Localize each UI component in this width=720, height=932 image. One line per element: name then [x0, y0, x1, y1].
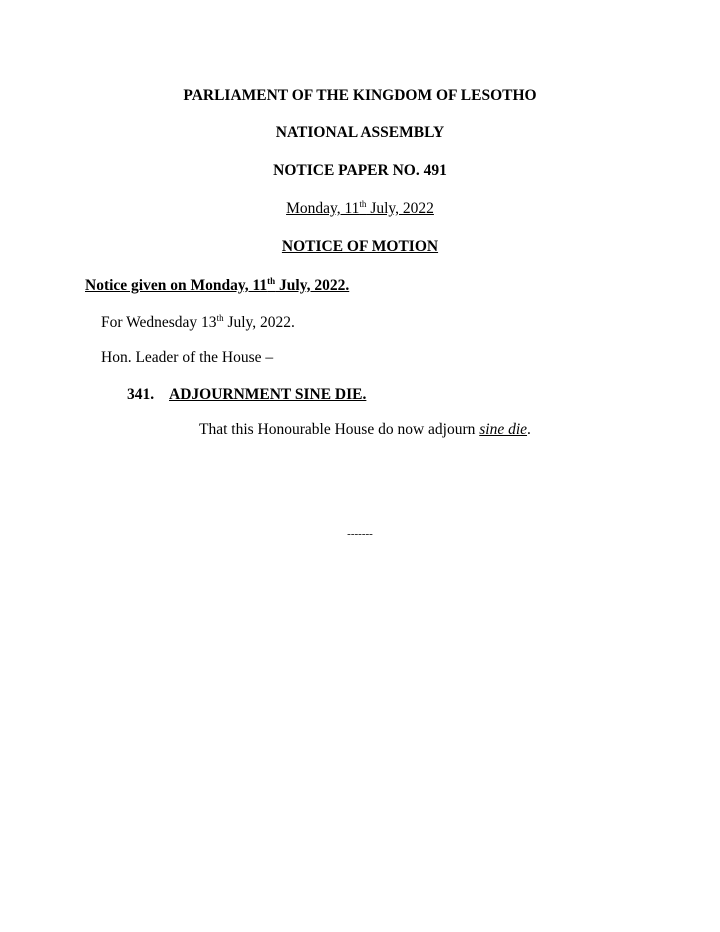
paper-date-prefix: Monday, 11 [286, 200, 360, 217]
motion-text [199, 420, 531, 440]
notice-given-line [85, 276, 349, 296]
section-title-text: NOTICE OF MOTION [281, 238, 439, 255]
for-date-prefix: For Wednesday 13 [101, 314, 217, 331]
notice-given-text [85, 277, 349, 294]
for-date-suffix: July, 2022. [223, 314, 295, 331]
motion-text-emphasis: sine die [479, 421, 528, 438]
motion-text-prefix: That this Honourable House do now adjourn [199, 421, 480, 438]
for-date-sup: th [216, 312, 224, 323]
notice-given-prefix: Notice given on Monday, 11 [85, 277, 268, 294]
motion-number: 341. [127, 386, 155, 403]
notice-given-suffix: July, 2022. [275, 277, 350, 294]
mover-line: Hon. Leader of the House – [101, 349, 274, 366]
end-divider: ------- [347, 528, 373, 540]
paper-date-sup: th [359, 198, 367, 209]
for-date-line [101, 313, 295, 333]
section-title [0, 237, 720, 257]
paper-date-suffix: July, 2022 [366, 200, 434, 217]
paper-date [0, 199, 720, 219]
parliament-heading: PARLIAMENT OF THE KINGDOM OF LESOTHO [183, 87, 537, 104]
assembly-heading: NATIONAL ASSEMBLY [275, 124, 445, 141]
notice-paper-number: NOTICE PAPER NO. 491 [273, 162, 447, 179]
motion-title: ADJOURNMENT SINE DIE. [169, 386, 367, 403]
motion-heading [127, 385, 366, 405]
motion-text-suffix: . [527, 421, 531, 438]
notice-given-sup: th [267, 275, 276, 286]
paper-date-text [286, 200, 434, 217]
